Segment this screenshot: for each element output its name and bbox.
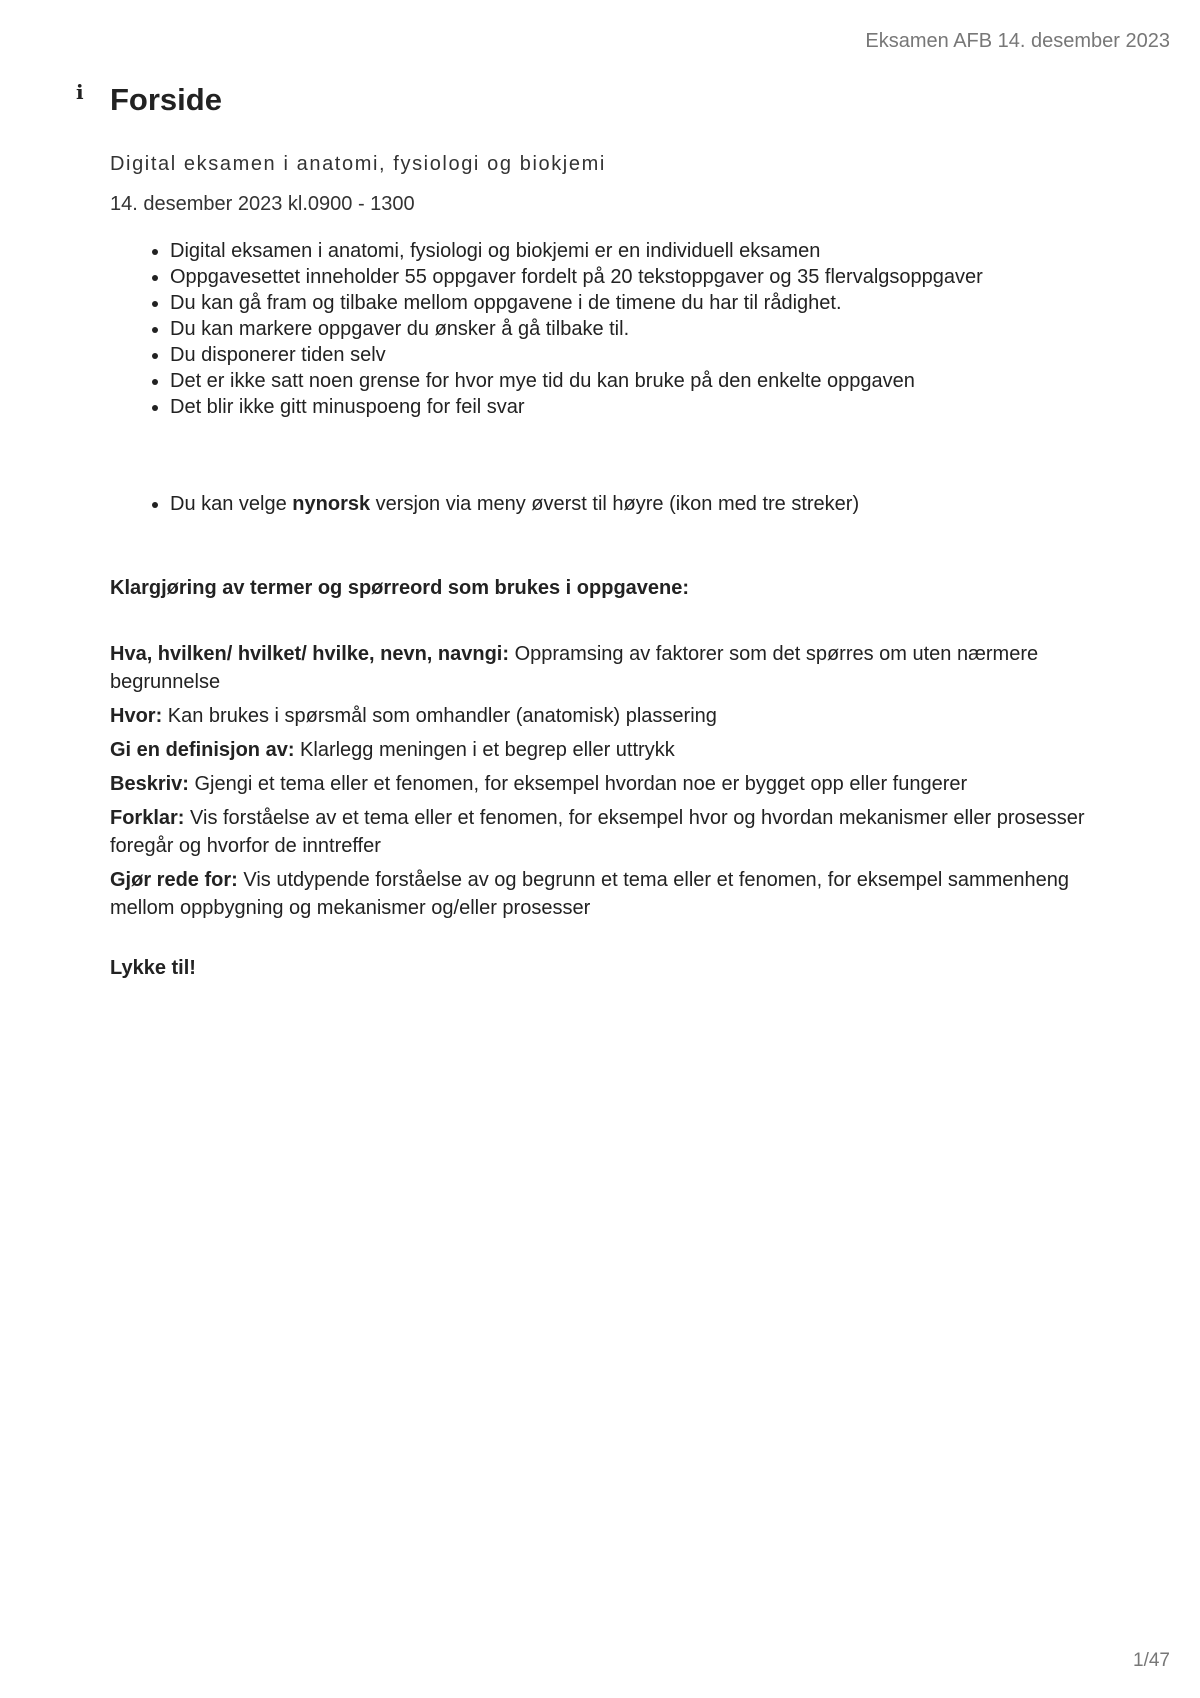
term-item (110, 804, 1090, 860)
term-definition: Vis forståelse av et tema eller et fenomen, for eksempel hvor og hvordan mekanismer eller prosesser foregår og hvorfor de inntreffer (110, 807, 1085, 857)
term-definition: Klarlegg meningen i et begrep eller uttrykk (294, 739, 675, 761)
term-label: Hva, hvilken/ hvilket/ hvilke, nevn, navngi: (110, 643, 510, 665)
nynorsk-bullet-list (110, 491, 1090, 517)
term-label: Gjør rede for: (110, 869, 238, 891)
nynorsk-bold: nynorsk (292, 493, 371, 515)
term-item (110, 866, 1090, 922)
list-item: • Oppgavesettet inneholder 55 oppgaver fordelt på 20 tekstoppgaver og 35 flervalgsoppgaver (170, 264, 1090, 290)
term-item (110, 640, 1090, 696)
term-definition: Oppramsing av faktorer som det spørres om uten nærmere begrunnelse (110, 643, 1039, 693)
term-item (110, 736, 1090, 764)
info-bullet-list (110, 238, 1090, 420)
list-item: • Det er ikke satt noen grense for hvor mye tid du kan bruke på den enkelte oppgaven (170, 368, 1090, 394)
exam-date: 14. desember 2023 kl.0900 - 1300 (110, 193, 415, 215)
term-label: Gi en definisjon av: (110, 739, 295, 761)
exam-subtitle: Digital eksamen i anatomi, fysiologi og biokjemi (110, 153, 606, 175)
running-header: Eksamen AFB 14. desember 2023 (865, 30, 1170, 52)
term-label: Hvor: (110, 705, 163, 727)
list-item: • Det blir ikke gitt minuspoeng for feil svar (170, 394, 1090, 420)
page-number: 1/47 (1133, 1650, 1170, 1671)
terms-list (110, 640, 1090, 922)
closing-text: Lykke til! (110, 957, 196, 979)
nynorsk-list-item (170, 491, 1090, 517)
term-definition: Kan brukes i spørsmål som omhandler (anatomisk) plassering (162, 705, 717, 727)
list-item: • Du kan gå fram og tilbake mellom oppgavene i de timene du har til rådighet. (170, 290, 1090, 316)
info-icon: i (76, 80, 84, 104)
term-definition: Vis utdypende forståelse av og begrunn et tema eller et fenomen, for eksempel sammenheng mellom oppbygning og mekanismer og/eller prosesser (110, 869, 1070, 919)
term-item (110, 702, 1090, 730)
page-content (110, 150, 1090, 982)
list-item: • Du kan markere oppgaver du ønsker å gå tilbake til. (170, 316, 1090, 342)
term-item (110, 770, 1090, 798)
nynorsk-text-before: Du kan velge (170, 493, 293, 515)
term-label: Forklar: (110, 807, 185, 829)
page-title: Forside (110, 82, 222, 117)
term-definition: Gjengi et tema eller et fenomen, for eksempel hvordan noe er bygget opp eller fungerer (188, 773, 968, 795)
list-item: • Digital eksamen i anatomi, fysiologi og biokjemi er en individuell eksamen (170, 238, 1090, 264)
terms-heading: Klargjøring av termer og spørreord som brukes i oppgavene: (110, 577, 690, 599)
nynorsk-text-after: versjon via meny øverst til høyre (ikon med tre streker) (370, 493, 860, 515)
term-label: Beskriv: (110, 773, 189, 795)
list-item: • Du disponerer tiden selv (170, 342, 1090, 368)
